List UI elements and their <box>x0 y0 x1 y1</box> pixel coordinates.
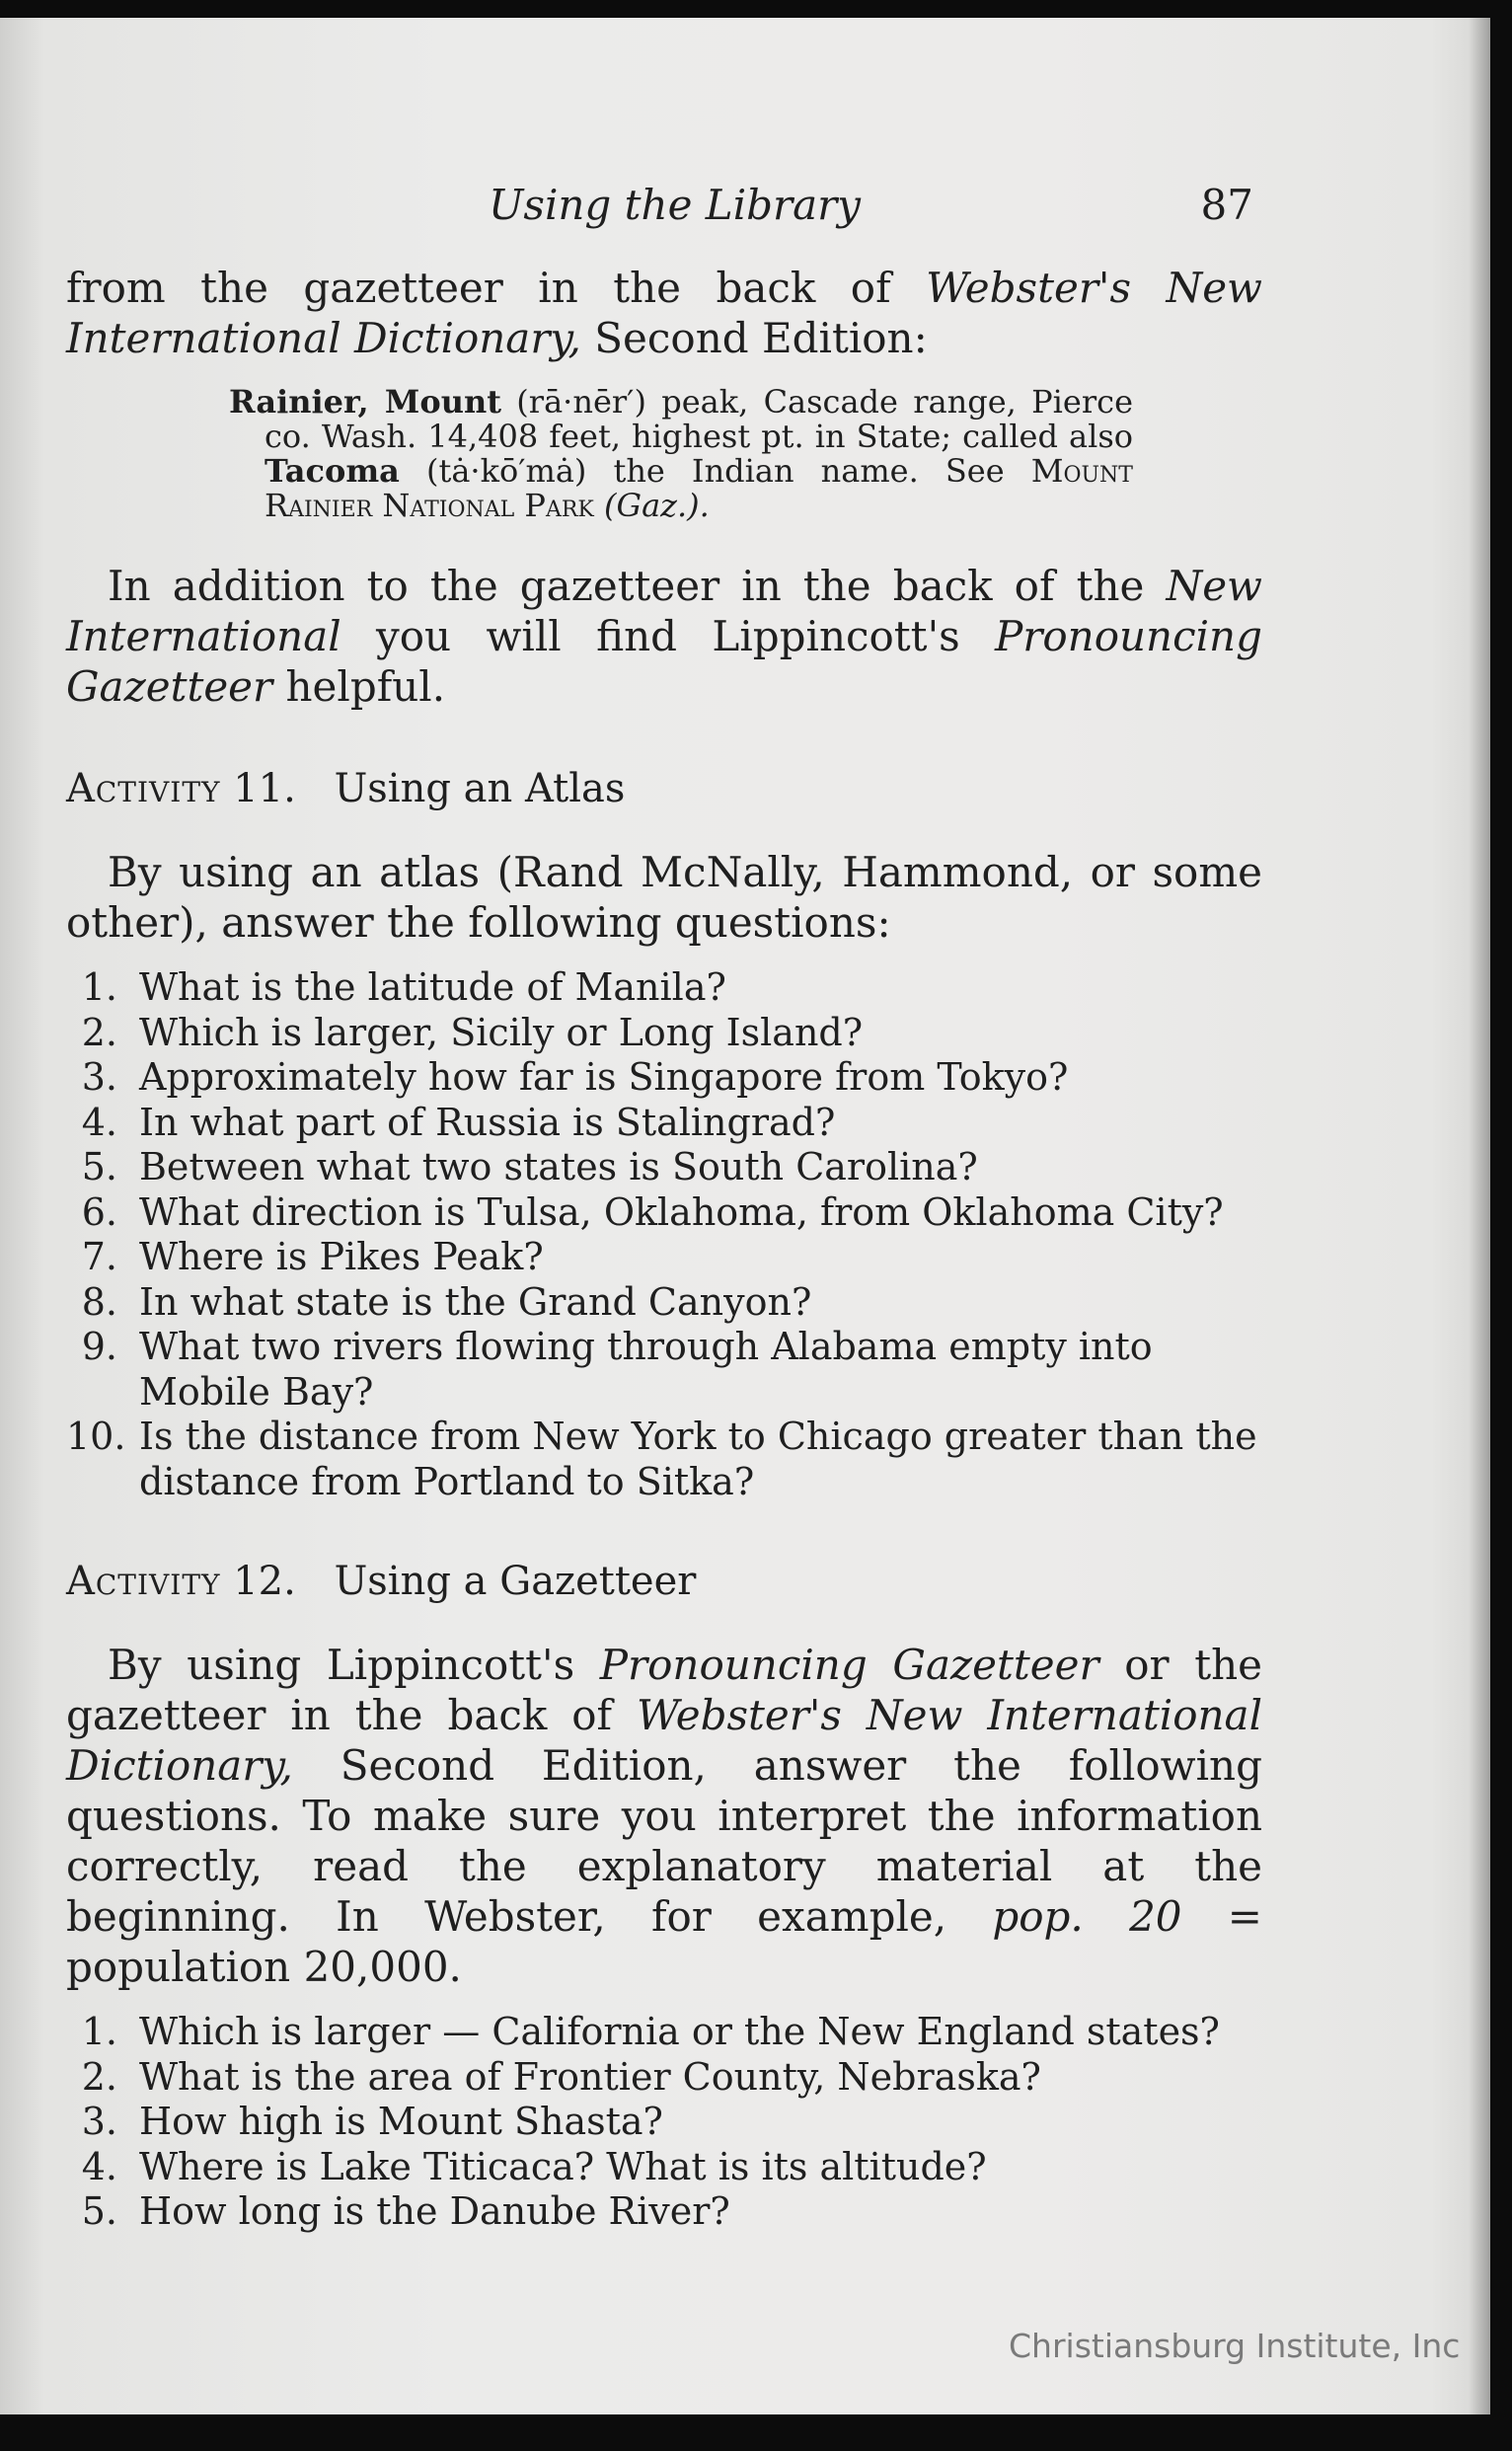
question-item: 5. Between what two states is South Carolina? <box>81 1145 978 1188</box>
activity-12-title: Using a Gazetteer <box>334 1559 697 1604</box>
book-page <box>0 18 1490 2414</box>
question-item: 3. Approximately how far is Singapore from Tokyo? <box>81 1055 1069 1099</box>
question-item: 2. Which is larger, Sicily or Long Island? <box>81 1010 864 1054</box>
question-item: 1. What is the latitude of Manila? <box>81 965 726 1009</box>
page-edge-shadow <box>1469 18 1490 2414</box>
activity-12-heading: Activity 12. Using a Gazetteer <box>66 1559 697 1604</box>
running-title: Using the Library <box>489 181 861 229</box>
question-item: 1. Which is larger — California or the New England states? <box>81 2010 1220 2053</box>
entry-see-also: Mount Rainier National Park <box>265 452 1133 524</box>
entry-headword: Rainier, Mount <box>229 383 502 421</box>
question-item: 9. What two rivers flowing through Alabama empty into Mobile Bay? <box>81 1325 1153 1414</box>
question-item: 2. What is the area of Frontier County, Nebraska? <box>81 2054 1041 2099</box>
entry-alt-name: Tacoma <box>265 452 400 490</box>
page-header <box>0 181 1283 240</box>
page-body <box>66 263 1262 2235</box>
intro-paragraph: from the gazetteer in the back of Webster's New International Dictionary, Second Edition: <box>66 264 1263 362</box>
question-item: 4. In what part of Russia is Stalingrad? <box>81 1100 836 1144</box>
activity-12-intro: By using Lippincott's Pronouncing Gazetteer or the gazetteer in the back of Webster's New International Dictionary, Second Edition, answer the following questions. To make sure you interpret the information correctly, read the explanatory material at the beginning. In Webster, for example, pop. 20 = population 20,000. <box>66 1641 1263 1991</box>
activity-12-questions <box>66 2010 1262 2235</box>
question-item: 4. Where is Lake Titicaca? What is its altitude? <box>81 2144 987 2188</box>
activity-11-questions <box>66 965 1262 1504</box>
activity-11-heading: Activity 11. Using an Atlas <box>66 766 626 811</box>
gazetteer-entry: Rainier, Mount (rā·nēr′) peak, Cascade range, Pierce co. Wash. 14,408 feet, highest pt. in State; called also Tacoma (tȧ·kō′mȧ) the Indian name. See Mount Rainier National Park (Gaz.). <box>229 383 1134 524</box>
question-item: 7. Where is Pikes Peak? <box>81 1235 544 1278</box>
question-item: 10. Is the distance from New York to Chicago greater than the distance from Portland to Sitka? <box>66 1415 1257 1503</box>
question-item: 5. How long is the Danube River? <box>81 2189 730 2233</box>
question-item: 3. How high is Mount Shasta? <box>81 2100 663 2143</box>
addition-paragraph: In addition to the gazetteer in the back of the New International you will find Lippincott's Pronouncing Gazetteer helpful. <box>66 562 1262 711</box>
watermark: Christiansburg Institute, Inc <box>1009 2327 1461 2365</box>
page-number: 87 <box>1200 181 1253 229</box>
question-item: 6. What direction is Tulsa, Oklahoma, from Oklahoma City? <box>81 1189 1224 1234</box>
activity-11-title: Using an Atlas <box>334 766 626 811</box>
activity-11-intro: By using an atlas (Rand McNally, Hammond, or some other), answer the following questions: <box>66 848 1262 947</box>
question-item: 8. In what state is the Grand Canyon? <box>81 1279 812 1324</box>
